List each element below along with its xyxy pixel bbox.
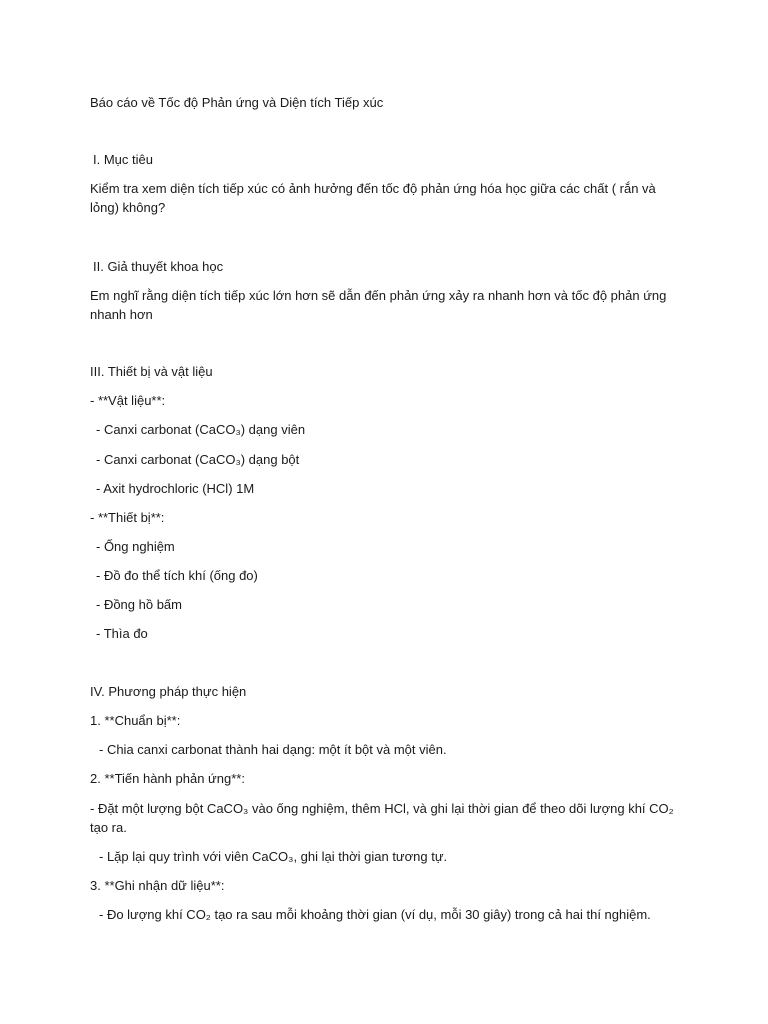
document-title: Báo cáo về Tốc độ Phản ứng và Diện tích Tiếp xúc [90, 95, 384, 110]
step-item: - Lặp lại quy trình với viên CaCO₃, ghi lại thời gian tương tự. [99, 849, 448, 864]
equipment-label: - **Thiết bị**: [90, 510, 165, 525]
section-heading-method: IV. Phương pháp thực hiện [90, 684, 247, 699]
section-body-objective: Kiểm tra xem diện tích tiếp xúc có ảnh hưởng đến tốc độ phản ứng hóa học giữa các chất ( rắn và lỏng) không? [90, 181, 660, 215]
step-item: - Đặt một lượng bột CaCO₃ vào ống nghiệm, thêm HCl, và ghi lại thời gian để theo dõi lượng khí CO₂ tạo ra. [90, 801, 678, 835]
equipment-item: - Đồ đo thể tích khí (ống đo) [96, 568, 258, 583]
equipment-item: - Thìa đo [96, 626, 148, 641]
section-heading-hypothesis: II. Giả thuyết khoa học [93, 259, 224, 274]
section-body-hypothesis: Em nghĩ rằng diện tích tiếp xúc lớn hơn sẽ dẫn đến phản ứng xảy ra nhanh hơn và tốc độ phản ứng nhanh hơn [90, 288, 670, 322]
step-item: - Đo lượng khí CO₂ tạo ra sau mỗi khoảng thời gian (ví dụ, mỗi 30 giây) trong cả hai thí nghiệm. [99, 907, 651, 922]
materials-item: - Canxi carbonat (CaCO₃) dạng viên [96, 422, 306, 437]
step-item: - Chia canxi carbonat thành hai dạng: một ít bột và một viên. [99, 742, 447, 757]
materials-label: - **Vật liệu**: [90, 393, 166, 408]
step-label: 2. **Tiến hành phản ứng**: [90, 771, 245, 786]
section-heading-equipment: III. Thiết bị và vật liệu [90, 364, 213, 379]
materials-item: - Canxi carbonat (CaCO₃) dạng bột [96, 452, 300, 467]
equipment-item: - Ống nghiệm [96, 539, 175, 554]
equipment-item: - Đồng hồ bấm [96, 597, 182, 612]
step-label: 1. **Chuẩn bị**: [90, 713, 181, 728]
section-heading-objective: I. Mục tiêu [93, 152, 153, 167]
materials-item: - Axit hydrochloric (HCl) 1M [96, 481, 255, 496]
step-label: 3. **Ghi nhận dữ liệu**: [90, 878, 225, 893]
